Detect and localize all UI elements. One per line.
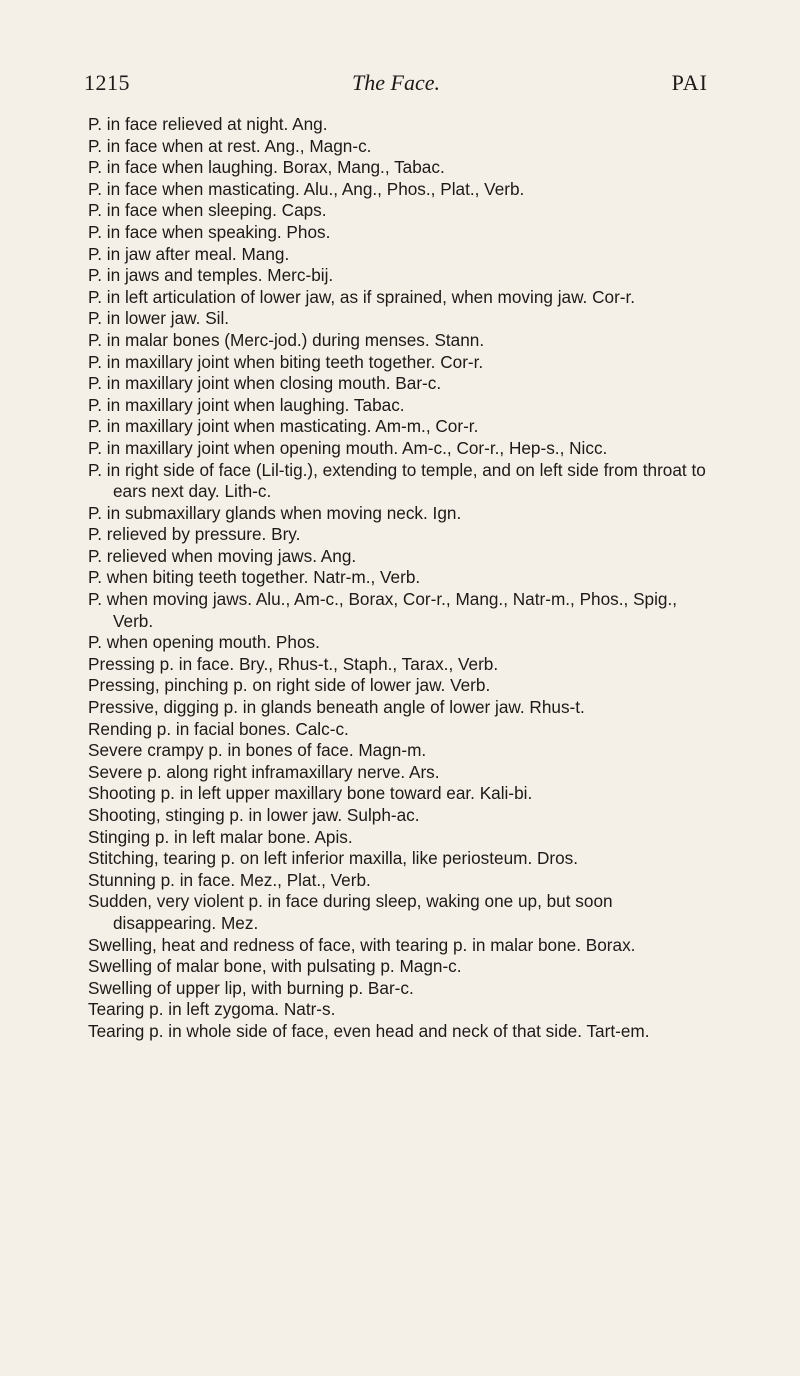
repertory-entry: Shooting, stinging p. in lower jaw. Sulph-ac. xyxy=(88,805,420,825)
repertory-entry: Pressing, pinching p. on right side of lower jaw. Verb. xyxy=(88,675,491,696)
repertory-entry: P. in maxillary joint when closing mouth. Bar-c. xyxy=(88,373,442,394)
repertory-entry: P. relieved by pressure. Bry. xyxy=(88,524,301,545)
repertory-entry: Rending p. in facial bones. Calc-c. xyxy=(88,718,349,739)
repertory-entry-list xyxy=(88,114,720,1043)
repertory-entry: P. in jaw after meal. Mang. xyxy=(88,243,290,264)
repertory-entry: P. in jaws and temples. Merc-bij. xyxy=(88,265,334,286)
repertory-entry: P. in face when masticating. Alu., Ang., Phos., Plat., Verb. xyxy=(88,178,525,199)
repertory-entry: Swelling of malar bone, with pulsating p. Magn-c. xyxy=(88,956,462,977)
repertory-entry: P. in malar bones (Merc-jod.) during menses. Stann. xyxy=(88,329,485,350)
section-code: PAI xyxy=(671,70,708,95)
repertory-entry: Swelling, heat and redness of face, with tearing p. in malar bone. Borax. xyxy=(88,934,636,955)
repertory-entry: P. in face relieved at night. Ang. xyxy=(88,114,328,134)
repertory-entry: P. relieved when moving jaws. Ang. xyxy=(88,545,357,566)
repertory-entry: Stitching, tearing p. on left inferior maxilla, like periosteum. Dros. xyxy=(88,848,579,869)
repertory-entry: P. in maxillary joint when opening mouth. Am-c., Cor-r., Hep-s., Nicc. xyxy=(88,437,608,458)
repertory-entry: P. in left articulation of lower jaw, as if sprained, when moving jaw. Cor-r. xyxy=(88,286,636,307)
repertory-entry: P. when opening mouth. Phos. xyxy=(88,632,320,653)
repertory-entry: Stinging p. in left malar bone. Apis. xyxy=(88,826,353,847)
repertory-entry: Severe crampy p. in bones of face. Magn-m. xyxy=(88,740,427,761)
repertory-entry: P. when biting teeth together. Natr-m., Verb. xyxy=(88,567,421,588)
repertory-entry: Pressing p. in face. Bry., Rhus-t., Staph., Tarax., Verb. xyxy=(88,653,499,674)
repertory-entry: P. in right side of face (Lil-tig.), extending to temple, and on left side from throat to ears next day. Lith-c. xyxy=(88,459,706,502)
repertory-entry: P. in face when laughing. Borax, Mang., Tabac. xyxy=(88,157,445,178)
repertory-entry: P. when moving jaws. Alu., Am-c., Borax, Cor-r., Mang., Natr-m., Phos., Spig., Verb. xyxy=(88,589,678,631)
running-header xyxy=(84,70,708,100)
repertory-entry: P. in maxillary joint when masticating. Am-m., Cor-r. xyxy=(88,416,479,437)
repertory-entry: P. in face when at rest. Ang., Magn-c. xyxy=(88,135,372,156)
repertory-entry: Shooting p. in left upper maxillary bone toward ear. Kali-bi. xyxy=(88,783,533,804)
repertory-entry: Sudden, very violent p. in face during sleep, waking one up, but soon disappearing. Mez. xyxy=(88,891,613,933)
page-number: 1215 xyxy=(84,70,130,95)
repertory-entry: P. in submaxillary glands when moving neck. Ign. xyxy=(88,502,462,523)
repertory-entry: P. in lower jaw. Sil. xyxy=(88,308,230,329)
page-title: The Face. xyxy=(352,70,440,95)
repertory-entry: Tearing p. in left zygoma. Natr-s. xyxy=(88,999,336,1020)
repertory-entry: P. in face when sleeping. Caps. xyxy=(88,200,327,221)
repertory-entry: P. in maxillary joint when biting teeth together. Cor-r. xyxy=(88,351,484,372)
repertory-entry: Swelling of upper lip, with burning p. Bar-c. xyxy=(88,977,414,998)
repertory-entry: Tearing p. in whole side of face, even head and neck of that side. Tart-em. xyxy=(88,1020,650,1041)
repertory-entry: Severe p. along right inframaxillary nerve. Ars. xyxy=(88,761,440,782)
repertory-entry: P. in face when speaking. Phos. xyxy=(88,221,331,242)
repertory-entry: Stunning p. in face. Mez., Plat., Verb. xyxy=(88,869,371,890)
repertory-entry: Pressive, digging p. in glands beneath angle of lower jaw. Rhus-t. xyxy=(88,697,585,718)
repertory-entry: P. in maxillary joint when laughing. Tabac. xyxy=(88,394,405,415)
